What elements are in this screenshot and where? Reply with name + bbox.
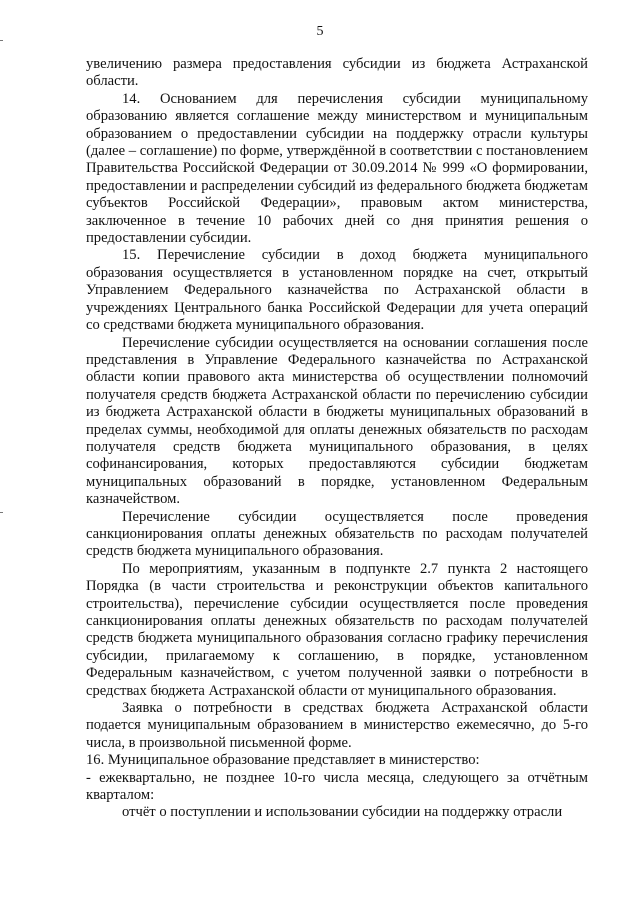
paragraph-16-heading: 16. Муниципальное образование представляет в министерство: [86, 752, 480, 769]
paragraph-14: 14. Основанием для перечисления субсидии муниципальному образованию является соглашение между министерством и муниципальным образованием о предоставлении субсидии на поддержку отрасли культуры (далее – соглашение) по форме, утверждённой в соответствии с постановлением Правительства Российской Федерации от 30.09.2014 № 999 «О формировании, предоставлении и распределении субсидий из федерального бюджета бюджетам субъектов Российской Федерации», правовым актом министерства, заключенное в течение 10 рабочих дней со дня принятия решения о предоставлении субсидии. [86, 90, 588, 247]
paragraph-transfer-authorization: Перечисление субсидии осуществляется после проведения санкционирования оплаты денежных обязательств по расходам получателей средств бюджета муниципального образования. [86, 508, 588, 560]
document-body [86, 56, 588, 822]
paragraph-application: Заявка о потребности в средствах бюджета Астраханской области подается муниципальным образованием в министерство ежемесячно, до 5-го числа, в произвольной письменной форме. [86, 700, 588, 751]
paragraph-continuation: увеличению размера предоставления субсидии из бюджета Астраханской области. [86, 56, 588, 90]
margin-mark [0, 512, 3, 513]
paragraph-16-report: отчёт о поступлении и использовании субсидии на поддержку отрасли [122, 804, 563, 821]
paragraph-transfer-basis: Перечисление субсидии осуществляется на основании соглашения после представления в Управление Федерального казначейства по Астраханской области копии правового акта министерства об осуществлении полномочий получателя средств бюджета Астраханской области по перечислению субсидии из бюджета Астраханской области в бюджеты муниципальных образований в пределах суммы, необходимой для оплаты денежных обязательств по расходам получателя средств бюджета муниципального образования, в целях софинансирования, которых предоставляются субсидии бюджетам муниципальных образований в порядке, установленном Федеральным казначейством. [86, 334, 588, 508]
page-number: 5 [316, 24, 324, 39]
paragraph-16-bullet: - ежеквартально, не позднее 10-го числа месяца, следующего за отчётным кварталом: [86, 769, 588, 804]
paragraph-capital-construction: По мероприятиям, указанным в подпункте 2.7 пункта 2 настоящего Порядка (в части строительства и реконструкции объектов капитального строительства), перечисление субсидии осуществляется после проведения санкционирования оплаты денежных обязательств по расходам получателей средств бюджета муниципального образования согласно графику перечисления субсидии, прилагаемому к соглашению, в порядке, установленном Федеральным казначейством, с учетом полученной заявки о потребности в средствах бюджета Астраханской области от муниципального образования. [86, 560, 588, 699]
paragraph-15: 15. Перечисление субсидии в доход бюджета муниципального образования осуществляется в установленном порядке на счет, открытый Управлением Федерального казначейства по Астраханской области в учреждениях Центрального банка Российской Федерации для учета операций со средствами бюджета муниципального образования. [86, 247, 588, 334]
margin-mark [0, 40, 3, 41]
